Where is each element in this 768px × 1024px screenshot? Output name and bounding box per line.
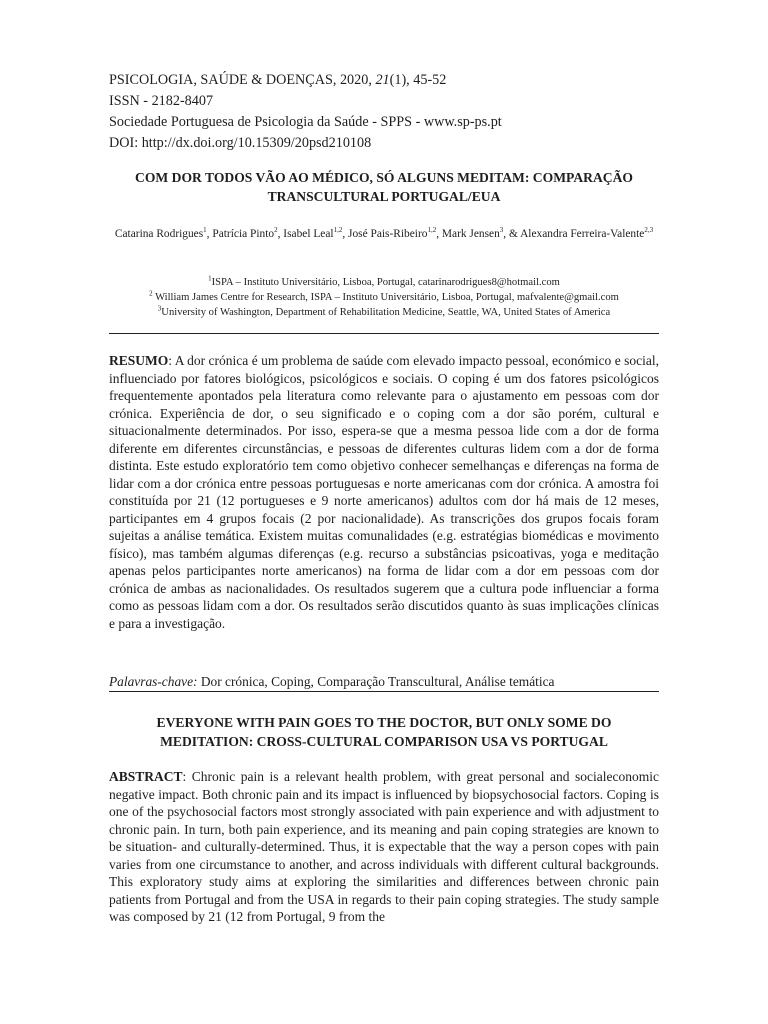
author-affiliation-mark: 2: [274, 226, 278, 235]
affiliation-mark: 1: [208, 274, 212, 283]
abstract-paragraph: [109, 768, 659, 926]
title-pt-line-2: TRANSCULTURAL PORTUGAL/EUA: [267, 189, 501, 204]
affiliation-text: William James Centre for Research, ISPA – Instituto Universitário, Lisboa, Portugal, mafvalente@gmail.com: [152, 292, 619, 303]
keywords-label: Palavras-chave:: [109, 674, 198, 689]
title-portuguese: [109, 168, 659, 206]
affiliation-text: University of Washington, Department of Rehabilitation Medicine, Seattle, WA, United States of America: [161, 307, 611, 318]
journal-volume: 21: [375, 72, 390, 88]
author-name: Isabel Leal: [283, 228, 334, 240]
affiliation-line: [109, 290, 659, 305]
title-en-line-2: MEDITATION: CROSS-CULTURAL COMPARISON USA VS PORTUGAL: [160, 734, 608, 749]
author-name: Mark Jensen: [441, 228, 500, 240]
journal-citation: PSICOLOGIA, SAÚDE & DOENÇAS, 2020, 21(1), 45-52: [109, 72, 447, 88]
resumo-text: : A dor crónica é um problema de saúde com elevado impacto pessoal, económico e social, influenciado por fatores biológicos, psicológicos e sociais. O coping é um dos fatores psicológicos frequentemente apontados pela literatura como relevante para o ajustamento em pessoas com dor crónica. Experiência de dor, o seu significado e o coping com a dor são porém, cultural e situacionalmente determinados. Por isso, espera-se que a mesma pessoa lide com a dor de forma diferente em diferentes circunstâncias, e pessoas de diferentes culturas lidem com a dor de forma distinta. Este estudo exploratório tem como objetivo conhecer semelhanças e diferenças na forma de lidar com a dor crónica entre pessoas portuguesas e norte americanas com dor crónica. A amostra foi constituída por 21 (12 portugueses e 9 norte americanos) adultos com dor há mais de 12 meses, participantes em 4 grupos focais (2 por nacionalidade). As transcrições dos grupos focais foram sujeitas a análise temática. Existem muitas comunalidades (e.g. estratégias biomédicas e movimento físico), mas também algumas diferenças (e.g. recurso a substâncias psicoativas, yoga e meditação apenas pelos participantes norte americanos) na forma de lidar com a dor em pessoas com dor crónica de ambas as nacionalidades. Os resultados sugerem que a cultura pode influenciar a forma como as pessoas lidam com a dor. Os resultados serão discutidos quanto às suas implicações clínicas e para a investigação.: [109, 353, 659, 631]
affiliation-line: [109, 275, 659, 290]
section-divider-bottom: [109, 691, 659, 692]
author-separator: , &: [503, 228, 521, 240]
author-affiliation-mark: 1,2: [427, 226, 437, 235]
affiliation-text: ISPA – Instituto Universitário, Lisboa, Portugal, catarinarodrigues8@hotmail.com: [211, 277, 560, 288]
author-separator: ,: [342, 228, 349, 240]
author-name: José Pais-Ribeiro: [348, 228, 428, 240]
title-en-line-1: EVERYONE WITH PAIN GOES TO THE DOCTOR, BUT ONLY SOME DO: [156, 715, 612, 730]
section-divider-top: [109, 333, 659, 334]
author-separator: ,: [277, 228, 284, 240]
issn-line: ISSN - 2182-8407: [109, 93, 214, 109]
author-separator: ,: [206, 228, 213, 240]
author-affiliation-mark: 1: [203, 226, 207, 235]
journal-header: [109, 70, 502, 154]
author-affiliation-mark: 2,3: [644, 226, 654, 235]
author-affiliation-mark: 1,2: [333, 226, 343, 235]
affiliation-line: [109, 305, 659, 320]
title-pt-line-1: COM DOR TODOS VÃO AO MÉDICO, SÓ ALGUNS MEDITAM: COMPARAÇÃO: [135, 170, 633, 185]
resumo-label: RESUMO: [109, 353, 169, 368]
abstract-label: ABSTRACT: [109, 769, 183, 784]
society-line: Sociedade Portuguesa de Psicologia da Saúde - SPPS - www.sp-ps.pt: [109, 114, 502, 130]
keywords-line: [109, 673, 659, 690]
author-name: Patrícia Pinto: [212, 228, 275, 240]
doi-line: DOI: http://dx.doi.org/10.15309/20psd210108: [109, 135, 372, 151]
affiliation-mark: 2: [149, 289, 153, 298]
keywords-text: Dor crónica, Coping, Comparação Transcultural, Análise temática: [197, 674, 555, 689]
author-list: [109, 226, 659, 242]
affiliation-mark: 3: [157, 304, 162, 313]
resumo-paragraph: [109, 352, 659, 632]
title-english: [109, 713, 659, 751]
author-affiliation-mark: 3: [499, 226, 504, 235]
abstract-text: : Chronic pain is a relevant health problem, with great personal and socialeconomic negative impact. Both chronic pain and its impact is influenced by biopsychosocial factors. Coping is one of the psychosocial factors most strongly associated with pain experience and with adjustment to chronic pain. In turn, both pain experience, and its meaning and pain coping strategies are known to be situation- and culturally-determined. Thus, it is expectable that the way a person copes with pain varies from one circumstance to another, and across individuals with different cultural backgrounds. This exploratory study aims at exploring the similarities and differences between chronic pain patients from Portugal and from the USA in regards to their pain coping strategies. The study sample was composed by 21 (12 from Portugal, 9 from the: [109, 769, 659, 924]
author-name: Catarina Rodrigues: [114, 228, 204, 240]
author-name: Alexandra Ferreira-Valente: [520, 228, 645, 240]
author-separator: ,: [436, 228, 442, 240]
affiliation-list: [109, 275, 659, 320]
